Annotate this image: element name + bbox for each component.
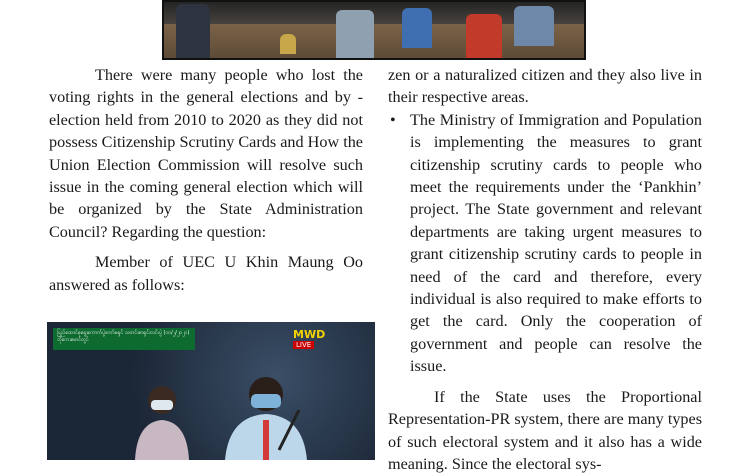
right-column xyxy=(388,64,702,475)
top-photo xyxy=(162,0,586,60)
press-conference-photo xyxy=(47,322,375,460)
tv-banner: ပြည်ထောင်စုရွေးကောက်ပွဲကော်မရှင် သတင်းစာရှင်းလင်းပွဲ (၁၀/၂/၂၀၂၁) ဘိုကေးမောင်တွင် xyxy=(53,328,195,350)
live-badge: LIVE xyxy=(293,341,314,349)
answer-intro: Member of UEC U Khin Maung Oo answered as follows: xyxy=(49,253,363,294)
question-paragraph: There were many people who lost the voting rights in the general elections and by -election held from 2010 to 2020 as they did not possess Citizenship Scrutiny Cards and How the Union Election Commission will resolve such issue in the coming general election which will be organized by the State Administration Council? Regarding the question: xyxy=(49,66,363,241)
speaker-figure xyxy=(219,370,313,460)
woman-figure xyxy=(127,378,197,460)
list-item xyxy=(388,109,702,378)
left-column xyxy=(49,64,363,296)
channel-logo: MWD xyxy=(293,328,326,341)
pr-system-paragraph: If the State uses the Proportional Representation-PR system, there are many types of such electoral system and it also has a wide meaning. Since the electoral sys- xyxy=(388,387,702,473)
bullet-icon: • xyxy=(390,110,396,129)
answer-list xyxy=(388,109,702,378)
continued-paragraph: zen or a naturalized citizen and they also live in their respective areas. xyxy=(388,66,702,107)
list-item-text: The Ministry of Immigration and Population is implementing the measures to grant citizenship scrutiny cards to people who meet the requirements under the ‘Pankhin’ project. The State government and relevant departments are taking urgent measures to grant citizenship scrutiny cards to people in need of the card and therefore, every individual is also required to make efforts to get the card. Only the cooperation of government and people can resolve the issue. xyxy=(410,110,702,376)
